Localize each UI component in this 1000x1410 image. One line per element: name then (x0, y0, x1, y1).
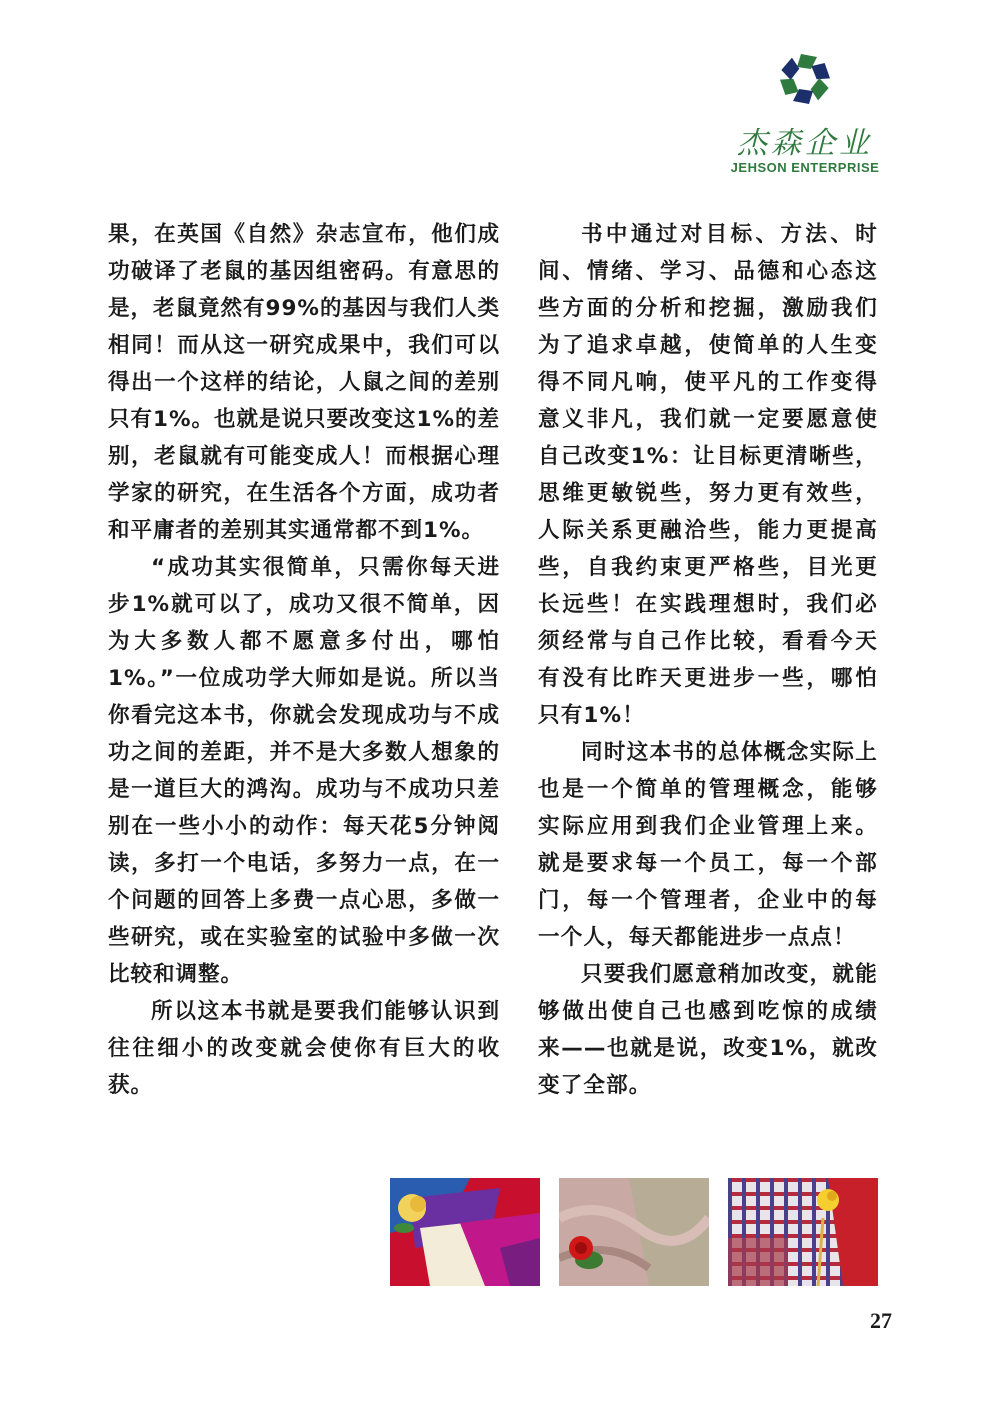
right-text-column (538, 216, 878, 1104)
logo-emblem-icon (778, 52, 832, 106)
paragraph: 果，在英国《自然》杂志宣布，他们成功破译了老鼠的基因组密码。有意思的是，老鼠竟然有99%的基因与我们人类相同！而从这一研究成果中，我们可以得出一个这样的结论，人鼠之间的差别只有1%。也就是说只要改变这1%的差别，老鼠就有可能变成人！而根据心理学家的研究，在生活各个方面，成功者和平庸者的差别其实通常都不到1%。 (108, 222, 501, 543)
paragraph: 所以这本书就是要我们能够认识到往往细小的改变就会使你有巨大的收获。 (108, 999, 500, 1098)
page-number: 27 (870, 1308, 892, 1333)
fabric-rose-photo (559, 1178, 709, 1286)
paragraph: 书中通过对目标、方法、时间、情绪、学习、品德和心态这些方面的分析和挖掘，激励我们为了追求卓越，使简单的人生变得不同凡响，使平凡的工作变得意义非凡，我们就一定要愿意使自己改变1%：让目标更清晰些，思维更敏锐些，努力更有效些，人际关系更融洽些，能力更提高些，自我约束更严格些，目光更长远些！在实践理想时，我们必须经常与自己作比较，看看今天有没有比昨天更进步一些，哪怕只有1%！ (538, 222, 878, 728)
paragraph: 只要我们愿意稍加改变，就能够做出使自己也感到吃惊的成绩来——也就是说，改变1%，就改变了全部。 (538, 962, 878, 1098)
company-logo (720, 52, 890, 182)
paragraph: 同时这本书的总体概念实际上也是一个简单的管理概念，能够实际应用到我们企业管理上来。就是要求每一个员工，每一个部门，每一个管理者，企业中的每一个人，每天都能进步一点点！ (538, 740, 878, 950)
paragraph: “成功其实很简单，只需你每天进步1%就可以了，成功又很不简单，因为大多数人都不愿意多付出，哪怕1%。”一位成功学大师如是说。所以当你看完这本书，你就会发现成功与不成功之间的差距，并不是大多数人想象的是一道巨大的鸿沟。成功与不成功只差别在一些小小的动作：每天花5分钟阅读，多打一个电话，多努力一点，在一个问题的回答上多费一点心思，多做一些研究，或在实验室的试验中多做一次比较和调整。 (108, 555, 500, 987)
fabric-swatches-photo (390, 1178, 540, 1286)
logo-brand-english: JEHSON ENTERPRISE (730, 160, 880, 175)
logo-brand-chinese: 杰森企业 (737, 126, 873, 161)
fabric-plaid-photo (728, 1178, 878, 1286)
left-text-column (108, 216, 500, 1104)
